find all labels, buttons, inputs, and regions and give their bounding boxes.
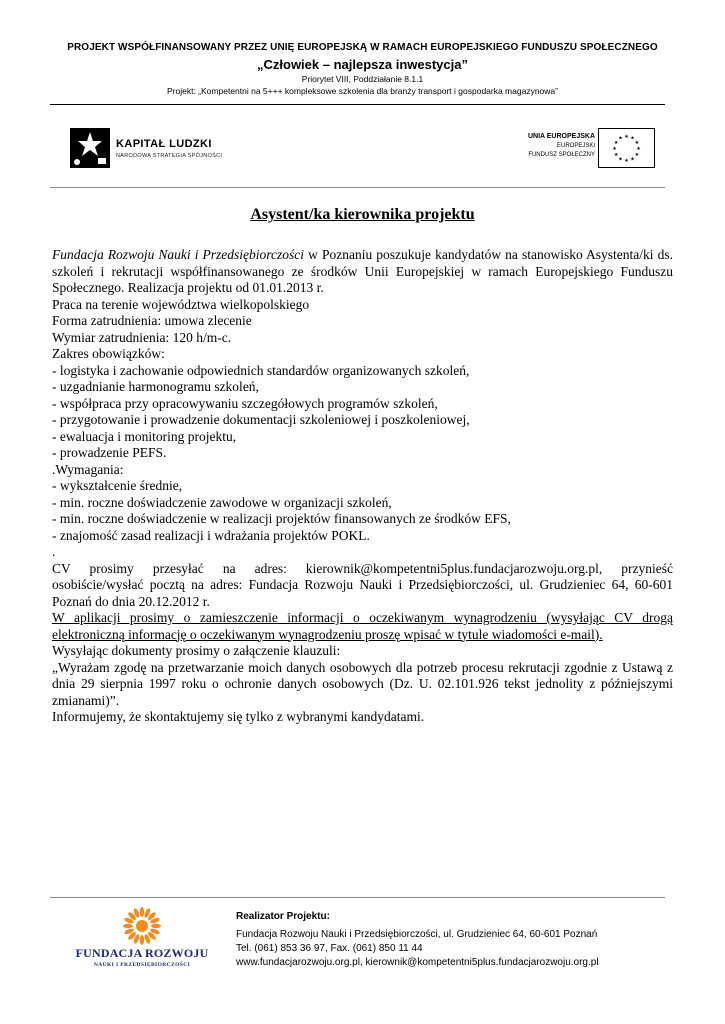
eu-star-icon: ★	[634, 140, 640, 146]
body-line: Zakres obowiązków:	[52, 346, 165, 361]
footer-phone: Tel. (061) 853 36 97, Fax. (061) 850 11 44	[236, 943, 423, 954]
sun-ray-icon	[123, 924, 133, 928]
eu-star-icon: ★	[613, 140, 619, 146]
body-line: - prowadzenie PEFS.	[52, 445, 167, 460]
fundacja-logo-subtitle: NAUKI I PRZEDSIĘBIORCZOŚCI	[93, 962, 191, 968]
body-line: - wykształcenie średnie,	[52, 478, 183, 493]
eu-logo-line3: FUNDUSZ SPOŁECZNY	[528, 152, 595, 158]
sun-ray-icon	[140, 935, 144, 945]
body-line: - uzgadnianie harmonogramu szkoleń,	[52, 379, 259, 394]
intro-organization: Fundacja Rozwoju Nauki i Przedsiębiorczości	[52, 247, 305, 262]
body-line: - min. roczne doświadczenie w realizacji projektów finansowanych ze środków EFS,	[52, 511, 511, 526]
fundacja-logo-name: FUNDACJA ROZWOJU	[75, 946, 209, 960]
footer-web: www.fundacjarozwoju.org.pl, kierownik@kompetentni5plus.fundacjarozwoju.org.pl	[236, 957, 599, 968]
sun-ray-icon	[140, 907, 144, 917]
intro-text: w Poznaniu poszukuje kandydatów na stanowisko Asystenta/ki ds. szkoleń i rekrutacji współfinansowanego ze środków Unii Europejskiej w ramach Europejskiego Funduszu Społecznego. Realizacja projektu od 01.01.2013 r.	[52, 247, 673, 295]
body-line: - min. roczne doświadczenie zawodowe w organizacji szkoleń,	[52, 494, 392, 510]
footer-title: Realizator Projektu:	[236, 911, 330, 922]
body-line: - współpraca przy opracowywaniu szczegółowych programów szkoleń,	[52, 395, 438, 411]
body-line: Wymiar zatrudnienia: 120 h/m-c.	[52, 329, 232, 345]
job-offer-body	[52, 247, 673, 726]
body-line: Forma zatrudnienia: umowa zlecenie	[52, 313, 252, 328]
salary-note: W aplikacji prosimy o zamieszczenie informacji o oczekiwanym wynagrodzeniu (wysyłając CV drogą elektroniczną informację o oczekiwanym wynagrodzeniu proszę wpisać w tytule wiadomości e-mail).	[52, 610, 673, 642]
body-line: .Wymagania:	[52, 461, 124, 477]
body-line: - logistyka i zachowanie odpowiednich standardów organizowanych szkoleń,	[52, 362, 470, 378]
eu-star-icon: ★	[624, 158, 629, 164]
header-priority: Priorytet VIII, Poddziałanie 8.1.1	[301, 74, 424, 84]
closing-line: Informujemy, że skontaktujemy się tylko z wybranymi kandydatami.	[52, 709, 425, 724]
eu-star-icon: ★	[613, 152, 619, 158]
footer-contact	[236, 910, 599, 970]
eu-logo	[500, 128, 658, 170]
footer-divider	[50, 897, 665, 898]
eu-star-icon: ★	[630, 135, 635, 142]
kapital-ludzki-logo	[68, 126, 268, 170]
body-line: .	[52, 544, 56, 559]
clause-intro: Wysyłając dokumenty prosimy o załączenie klauzuli:	[52, 643, 341, 658]
eu-flag-icon	[598, 128, 655, 168]
header-project-name: Projekt: „Kompetentni na 5+++ kompleksowe szkolenia dla branży transport i gospodarka magazynowa”	[167, 86, 558, 96]
body-line: - przygotowanie i prowadzenie dokumentacji szkoleniowej i poszkoleniowej,	[52, 412, 470, 427]
logo-divider	[50, 187, 665, 188]
header-slogan: „Człowiek – najlepsza inwestycja”	[257, 57, 468, 72]
body-line: Praca na terenie województwa wielkopolskiego	[52, 296, 310, 312]
eu-star-icon: ★	[618, 135, 623, 142]
body-line: - znajomość zasad realizacji i wdrażania projektów POKL.	[52, 527, 370, 543]
body-line: - ewaluacja i monitoring projektu,	[52, 428, 237, 444]
eu-star-icon: ★	[624, 134, 629, 140]
eu-star-icon: ★	[618, 156, 623, 163]
fundacja-logo	[72, 902, 212, 974]
eu-star-icon: ★	[636, 146, 641, 152]
cv-paragraph: CV prosimy przesyłać na adres: kierownik@kompetentni5plus.fundacjarozwoju.org.pl, przynieść osobiście/wysłać pocztą na adres: Fundacja Rozwoju Nauki i Przedsiębiorczości, ul. Grudzieniec 64, 60-601 Poznań do dnia 20.12.2012 r.	[52, 560, 673, 609]
eu-logo-line2: EUROPEJSKI	[556, 143, 595, 149]
eu-star-icon: ★	[634, 152, 640, 158]
kapital-ludzki-subtitle: NARODOWA STRATEGIA SPÓJNOŚCI	[116, 153, 223, 159]
kapital-ludzki-title: KAPITAŁ LUDZKI	[116, 138, 212, 150]
sun-ray-icon	[151, 924, 161, 928]
eu-star-icon: ★	[630, 156, 635, 163]
header-project-line: PROJEKT WSPÓŁFINANSOWANY PRZEZ UNIĘ EUROPEJSKĄ W RAMACH EUROPEJSKIEGO FUNDUSZU SPOŁECZNEGO	[67, 42, 658, 53]
intro-paragraph	[52, 247, 673, 297]
consent-clause: „Wyrażam zgodę na przetwarzanie moich danych osobowych dla potrzeb procesu rekrutacji zgodnie z Ustawą z dnia 29 sierpnia 1997 roku o ochronie danych osobowych (Dz. U. 02.101.926 tekst jednolity z późniejszymi zmianami)”.	[52, 659, 673, 708]
eu-star-icon: ★	[612, 146, 617, 152]
fundacja-sun-icon	[72, 902, 212, 946]
page-title: Asystent/ka kierownika projektu	[250, 206, 475, 223]
kapital-ludzki-emblem-icon	[68, 126, 112, 170]
header-divider	[50, 104, 665, 105]
footer-address: Fundacja Rozwoju Nauki i Przedsiębiorczości, ul. Grudzieniec 64, 60-601 Poznań	[236, 929, 598, 940]
eu-logo-line1: UNIA EUROPEJSKA	[527, 133, 595, 140]
